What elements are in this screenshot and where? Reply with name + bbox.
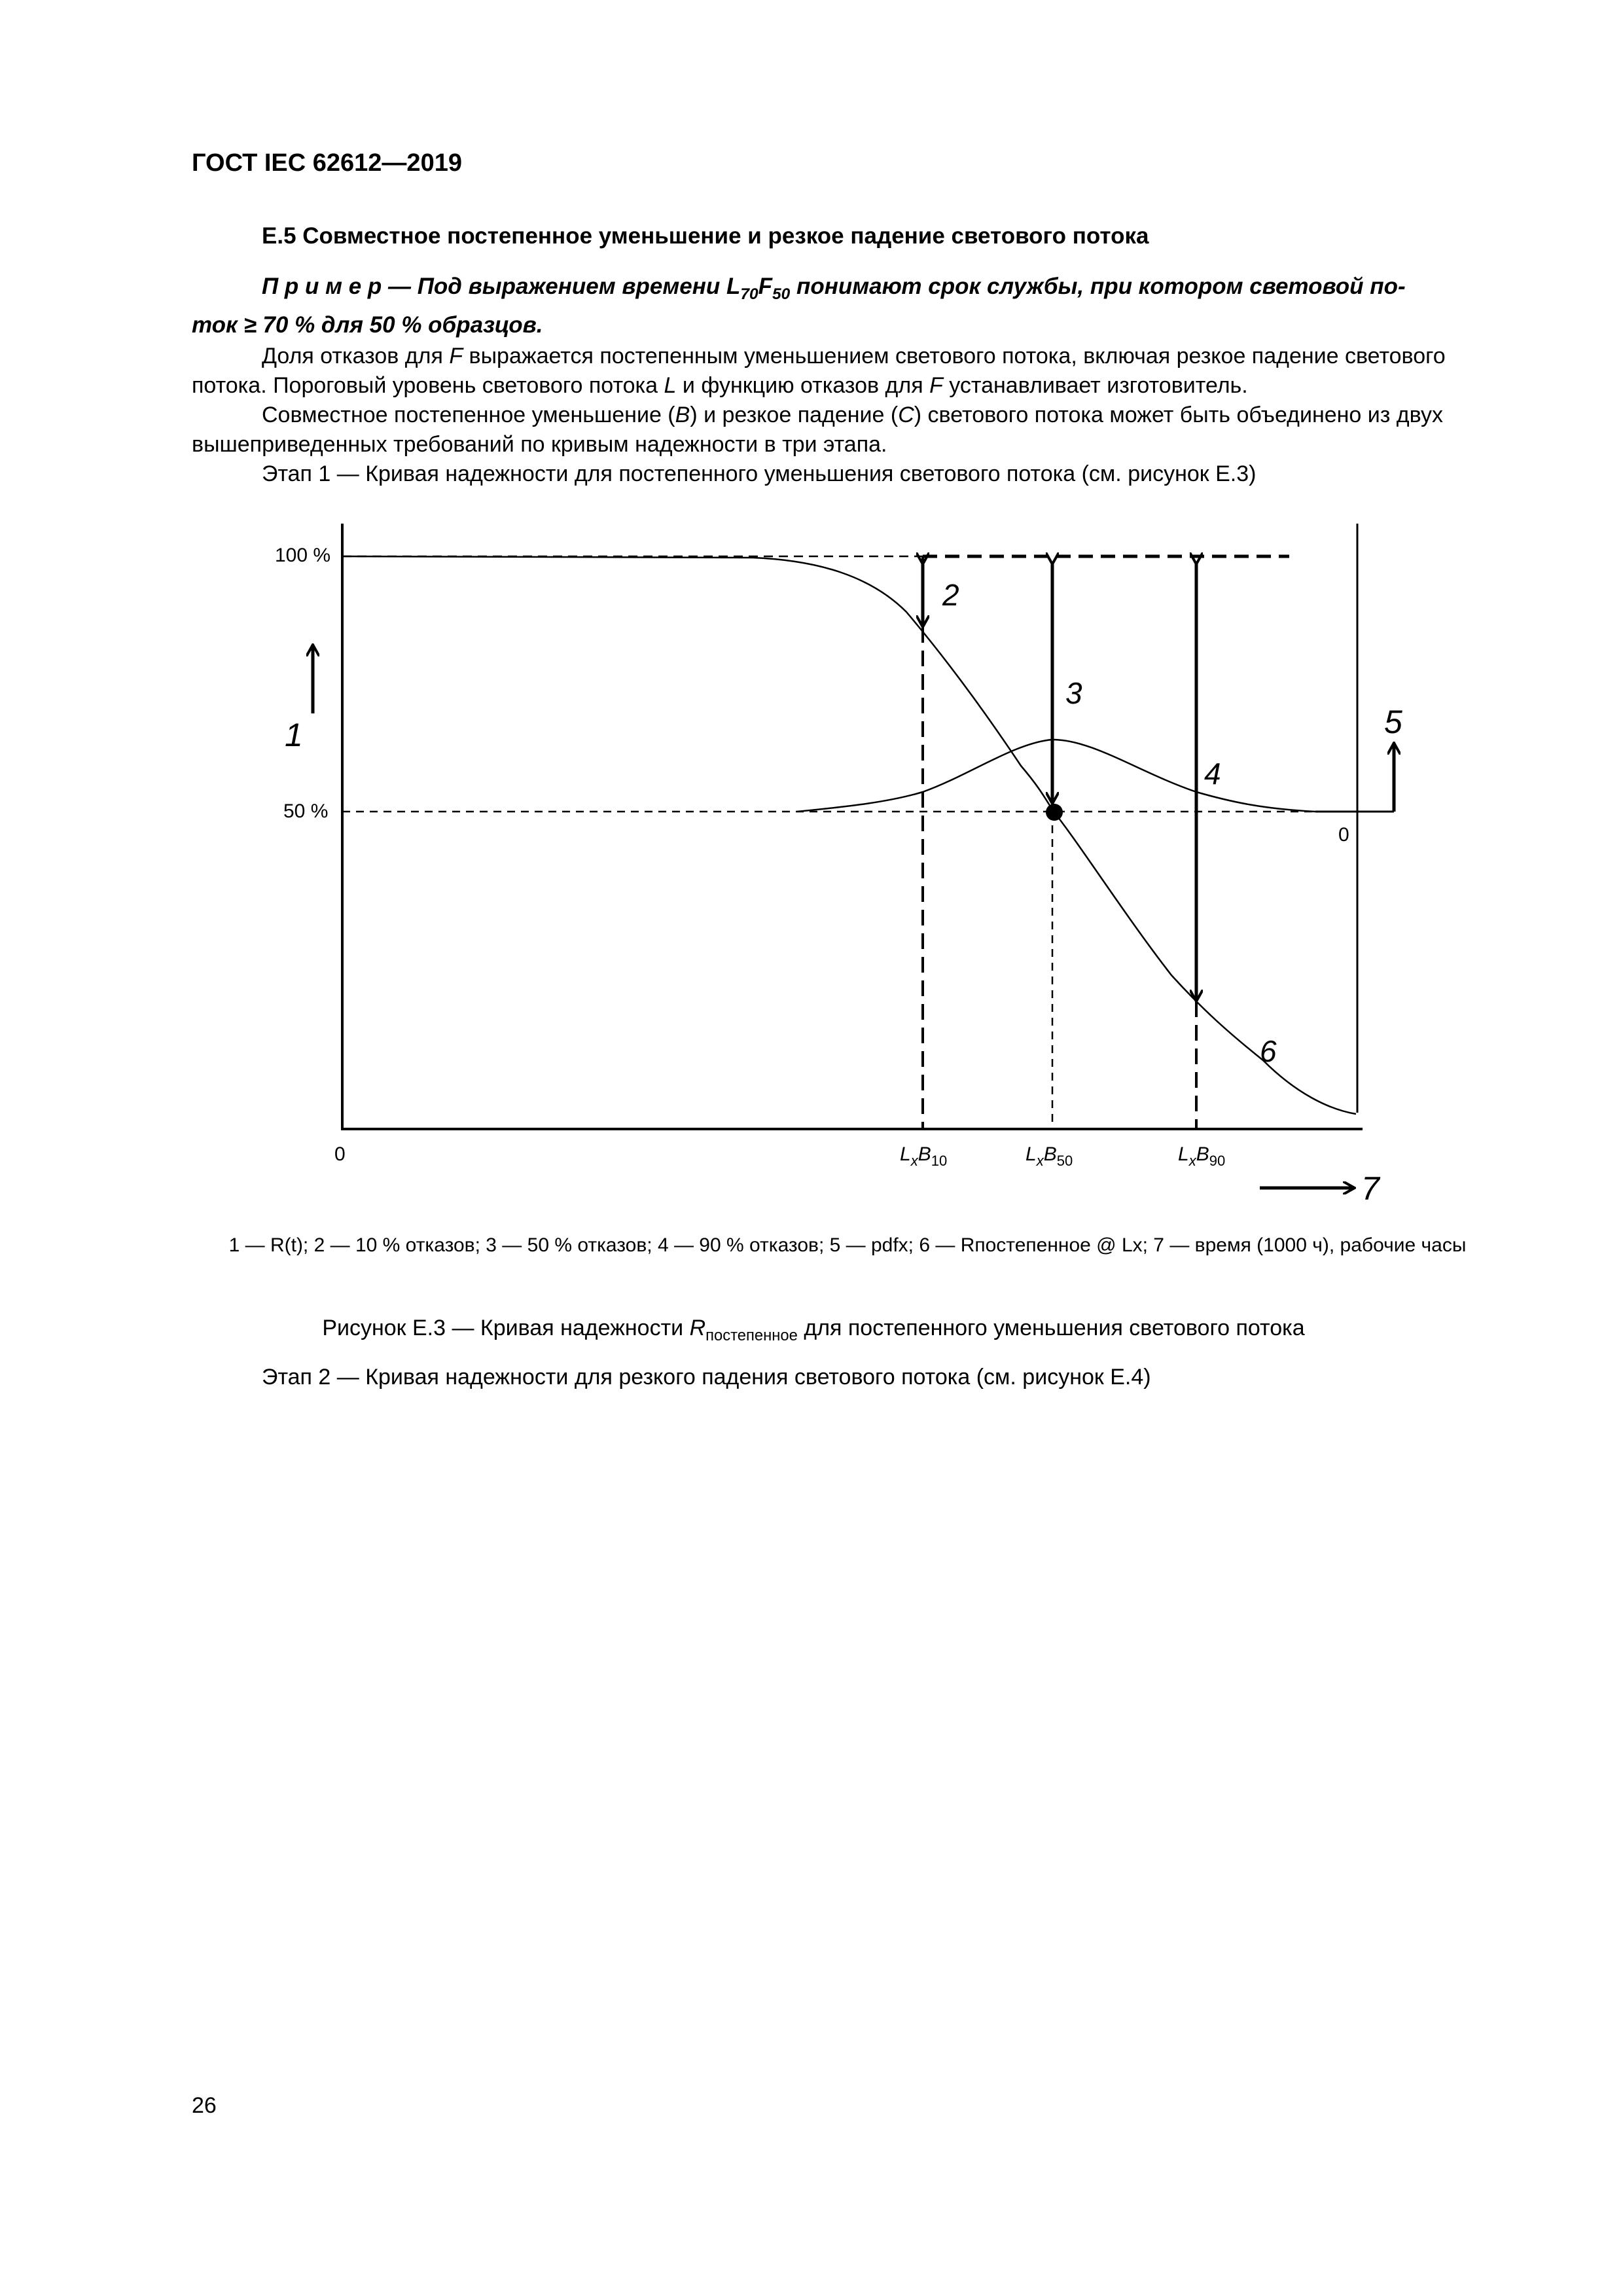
example-line-2: ток ≥ 70 % для 50 % образцов. xyxy=(192,312,543,338)
callout-4: 4 xyxy=(1204,757,1221,791)
p1-var-l: L xyxy=(664,373,677,398)
p1-text-a: Доля отказов для xyxy=(262,344,450,368)
example-sub-2: 50 xyxy=(772,285,791,303)
pdf-curve xyxy=(797,740,1315,812)
marker-b50-label: $L_xB_{50}$ xyxy=(1026,1143,1073,1169)
callout-1: 1 xyxy=(285,717,303,753)
section-heading: E.5 Совместное постепенное уменьшение и резкое падение светового потока xyxy=(262,223,1149,249)
p2-text-e: ) светового потока может быть объединено из двух вышеприведенных требований по кривым надежности в три этапа. xyxy=(192,403,1443,457)
figure-title xyxy=(192,1316,1435,1345)
marker-b90-label: $L_xB_{90}$ xyxy=(1178,1143,1226,1169)
figure-title-sub: постепенное xyxy=(705,1326,798,1344)
p2-var-c: C xyxy=(898,403,914,427)
p1-var-f: F xyxy=(449,344,463,368)
y-label-100: 100 % xyxy=(275,545,331,566)
p1-text-g: устанавливает изготовитель. xyxy=(942,373,1248,398)
right-zero-label: 0 xyxy=(1338,824,1349,846)
example-sub-1: 70 xyxy=(740,285,758,303)
callout-7: 7 xyxy=(1361,1170,1380,1207)
stage-2-text: Этап 2 — Кривая надежности для резкого падения светового потока (см. рисунок Е.4) xyxy=(262,1365,1151,1390)
example-text-2: F xyxy=(758,274,772,299)
page-number: 26 xyxy=(192,2093,217,2118)
example-text-3: понимают срок службы, при котором световой по- xyxy=(790,274,1406,299)
reliability-curve xyxy=(342,556,1356,1114)
p1-text-e: и функцию отказов для xyxy=(676,373,930,398)
marker-b10-label: $L_xB_{10}$ xyxy=(900,1143,948,1169)
p1-text-c: выражается постепенным уменьшением светового потока, включая резкое падение светового потока. Пороговый уровень светового потока xyxy=(192,344,1446,398)
p3-text: Этап 1 — Кривая надежности для постепенного уменьшения светового потока (см. рисунок Е.3) xyxy=(262,461,1257,486)
figure-title-c: для постепенного уменьшения светового потока xyxy=(797,1316,1305,1340)
y-label-50: 50 % xyxy=(283,800,329,822)
figure-caption: 1 — R(t); 2 — 10 % отказов; 3 — 50 % отказов; 4 — 90 % отказов; 5 — pdfx; 6 — Rпостепенное @ Lx; 7 — время (1000 ч), рабочие часы xyxy=(228,1234,1467,1256)
callout-6: 6 xyxy=(1260,1034,1277,1068)
callout-3: 3 xyxy=(1065,676,1082,710)
p2-text-c: ) и резкое падение ( xyxy=(690,403,899,427)
figure-title-var: R xyxy=(689,1316,706,1340)
p2-var-b: B xyxy=(675,403,690,427)
callout-5: 5 xyxy=(1384,704,1402,740)
x-origin-label: 0 xyxy=(334,1143,346,1165)
p2-text-a: Совместное постепенное уменьшение ( xyxy=(262,403,675,427)
example-text-1: П р и м е р — Под выражением времени L xyxy=(262,274,741,299)
p1-var-f2: F xyxy=(929,373,943,398)
failure-point xyxy=(1046,804,1063,821)
callout-2: 2 xyxy=(942,578,959,612)
document-id: ГОСТ IEC 62612—2019 xyxy=(192,149,462,177)
figure-title-a: Рисунок Е.3 — Кривая надежности xyxy=(322,1316,690,1340)
